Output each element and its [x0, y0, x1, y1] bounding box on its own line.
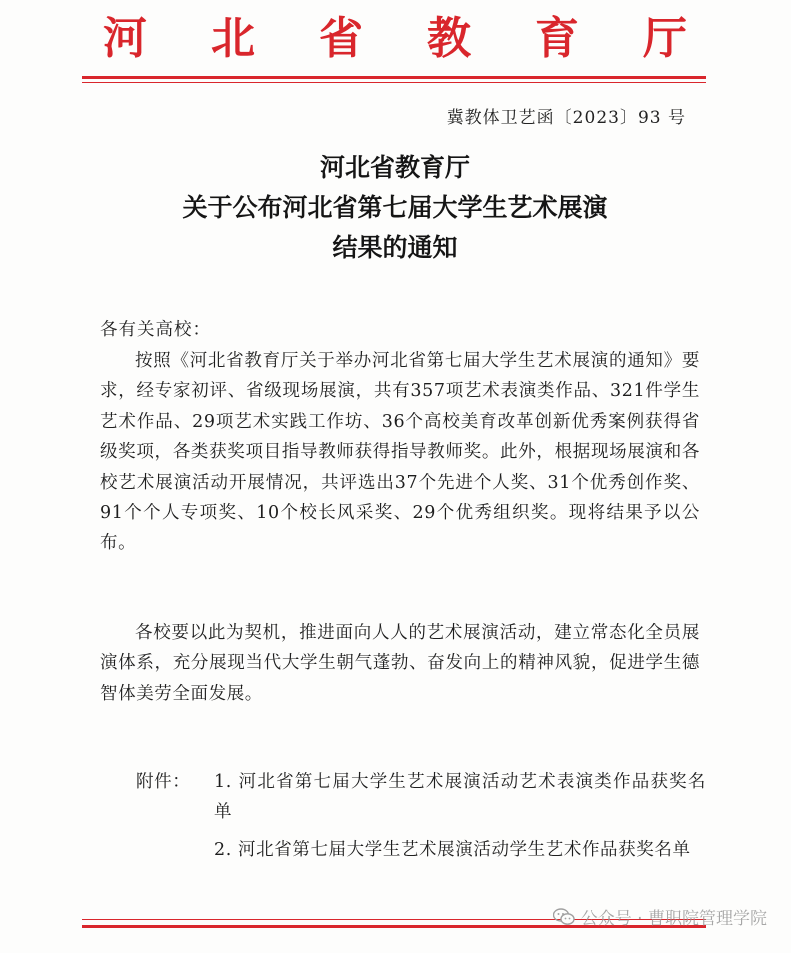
letterhead-char: 厅 [643, 13, 687, 64]
letterhead-char: 北 [211, 13, 255, 64]
body-paragraph: 各校要以此为契机，推进面向人人的艺术展演活动，建立常态化全员展演体系，充分展现当代大学生朝气蓬勃、奋发向上的精神风貌，促进学生德智体美劳全面发展。 [100, 623, 700, 704]
attachment-row [136, 835, 706, 865]
body-paragraph: 按照《河北省教育厅关于举办河北省第七届大学生艺术展演的通知》要求，经专家初评、省级现场展演，共有357项艺术表演类作品、321件学生艺术作品、29项艺术实践工作坊、36个高校美育改革创新优秀案例获得省级奖项，各类获奖项目指导教师获得指导教师奖。此外，根据现场展演和各校艺术展演活动开展情况，共评选出37个先进个人奖、31个优秀创作奖、91个个人专项奖、10个校长风采奖、29个优秀组织奖。现将结果予以公布。 [100, 351, 700, 554]
letterhead-char: 河 [103, 13, 147, 64]
title-line: 结果的通知 [332, 233, 458, 262]
attachments [136, 767, 706, 873]
wechat-icon [553, 908, 575, 926]
attachment-label: 附件： [136, 772, 191, 792]
attachment-item: 2. 河北省第七届大学生艺术展演活动学生艺术作品获奖名单 [214, 840, 691, 860]
salutation: 各有关高校： [100, 320, 211, 340]
attachment-item: 1. 河北省第七届大学生艺术展演活动艺术表演类作品获奖名单 [214, 772, 706, 822]
letterhead-title [95, 8, 695, 70]
document-title [100, 148, 690, 268]
letterhead-divider-thin [82, 82, 706, 83]
attachment-row [136, 767, 706, 827]
watermark-text: 公众号 · 曹职院管理学院 [580, 909, 767, 929]
letterhead-divider [82, 76, 706, 79]
letterhead-char: 教 [427, 13, 471, 64]
title-line: 河北省教育厅 [319, 153, 470, 182]
letterhead-char: 育 [535, 13, 579, 64]
letterhead-char: 省 [319, 13, 363, 64]
document-number: 冀教体卫艺函〔2023〕93 号 [446, 108, 686, 128]
watermark [553, 904, 767, 929]
title-line: 关于公布河北省第七届大学生艺术展演 [182, 193, 608, 222]
